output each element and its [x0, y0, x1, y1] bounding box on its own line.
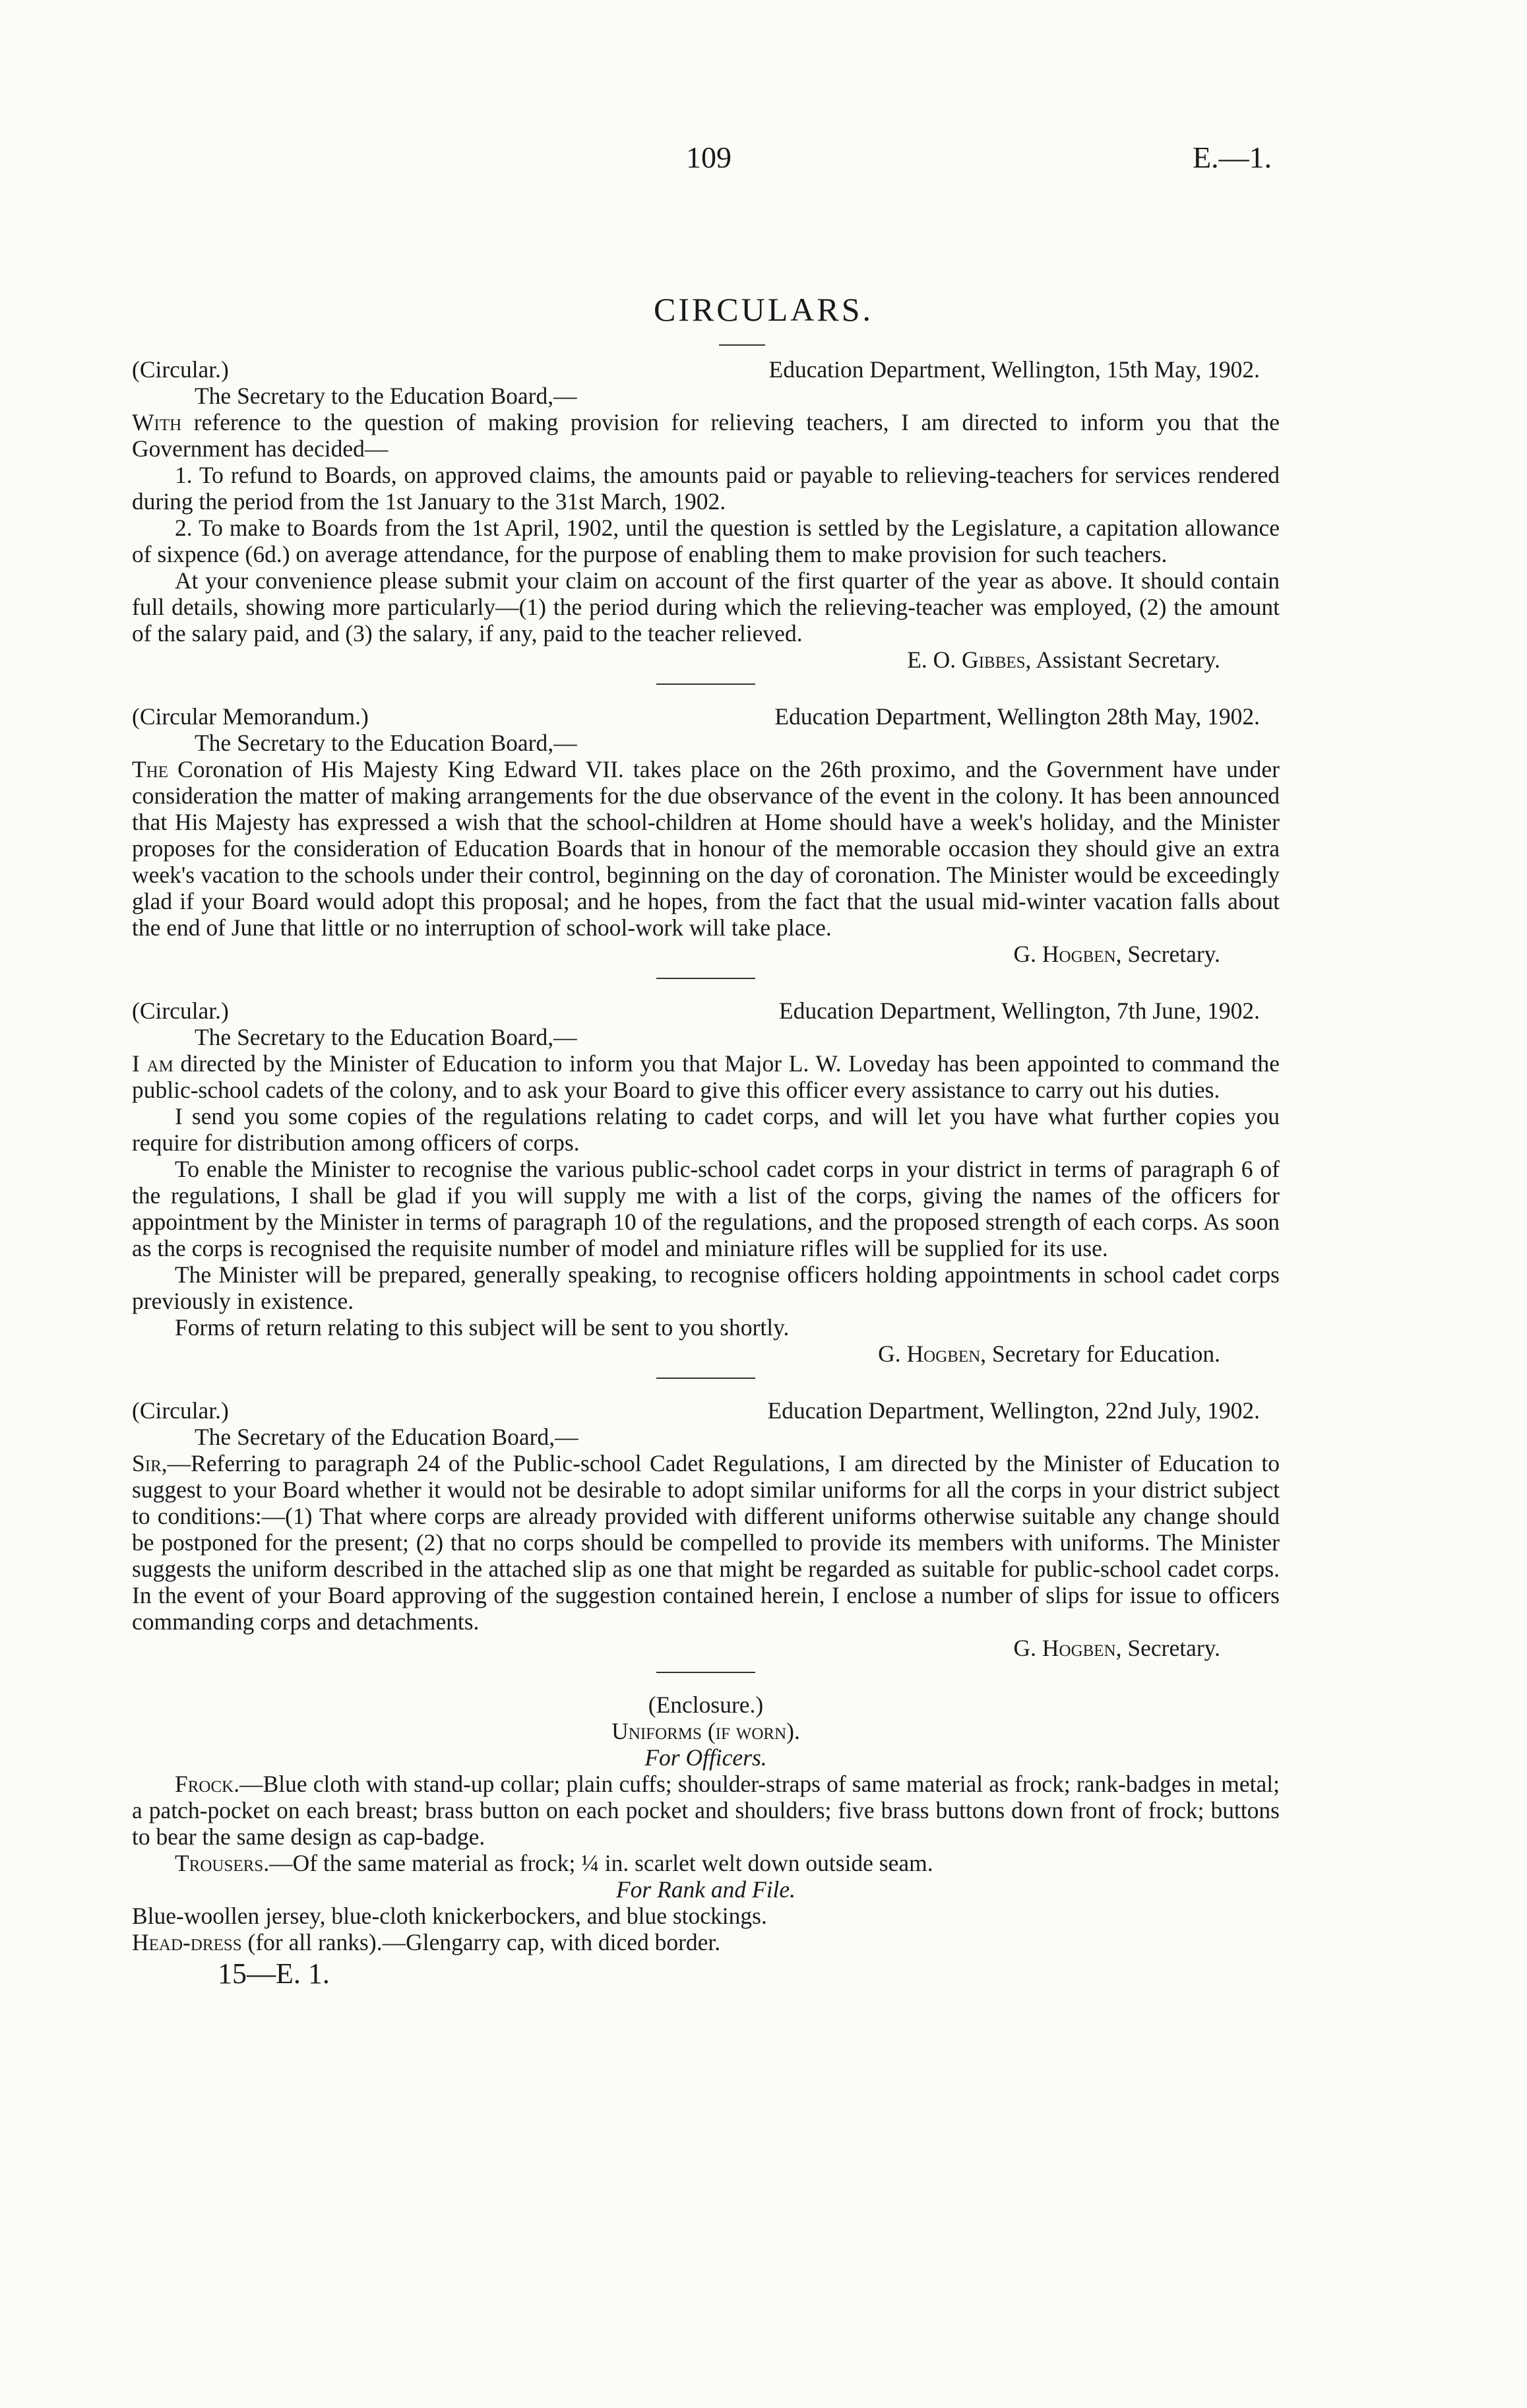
circular-3-addressee: The Secretary to the Education Board,—: [195, 1024, 577, 1050]
section-divider: [656, 1672, 755, 1673]
circular-2-para-1: The Coronation of His Majesty King Edward VII. takes place on the 26th proximo, and the Government have under consideration the matter of making arrangements for the due observance of the event in the colony. It has been announced that His Majesty has expressed a wish that the school-children at Home should have a week's holiday, and the Minister proposes for the consideration of Education Boards that in honour of the memorable occasion they should give an extra week's vacation to the schools under their control, beginning on the day of coronation. The Minister would be exceedingly glad if your Board would adopt this proposal; and he hopes, from the fact that the usual mid-winter vacation falls about the end of June that little or no interruption of school-work will take place.: [132, 756, 1280, 941]
rank-file-description: Blue-woollen jersey, blue-cloth knickerbockers, and blue stockings.: [132, 1903, 767, 1929]
circular-1-para-4: At your convenience please submit your claim on account of the first quarter of the year as above. It should contain full details, showing more particularly—(1) the period during which the relieving-teacher was employed, (2) the amount of the salary paid, and (3) the salary, if any, paid to the teacher relieved.: [132, 567, 1280, 647]
circular-4-dept: Education Department, Wellington, 22nd July, 1902.: [767, 1397, 1260, 1424]
circular-3-signature: G. Hogben, Secretary for Education.: [878, 1341, 1220, 1367]
circular-3-dept: Education Department, Wellington, 7th June, 1902.: [778, 998, 1260, 1024]
circular-1-para-1: With reference to the question of making provision for relieving teachers, I am directed to inform you that the Government has decided—: [132, 409, 1280, 462]
circular-3-para-2: I send you some copies of the regulations relating to cadet corps, and will let you have what further copies you require for distribution among officers of corps.: [132, 1103, 1280, 1156]
document-reference: E.—1.: [1193, 141, 1272, 174]
section-divider: [656, 978, 755, 979]
circular-4-header: [132, 1397, 1280, 1424]
page-number: 109: [686, 141, 732, 174]
circular-3-para-1: I am directed by the Minister of Education to inform you that Major L. W. Loveday has been appointed to command the public-school cadets of the colony, and to ask your Board to give this officer every assistance to carry out his duties.: [132, 1050, 1280, 1103]
circular-4-addressee: The Secretary of the Education Board,—: [195, 1424, 578, 1450]
circular-1: [132, 356, 1280, 673]
circular-2-signature: G. Hogben, Secretary.: [1013, 941, 1220, 967]
circular-1-para-3: 2. To make to Boards from the 1st April, 1902, until the question is settled by the Legislature, a capitation allowance of sixpence (6d.) on average attendance, for the purpose of enabling them to make provision for such teachers.: [132, 515, 1280, 567]
rank-file-heading: For Rank and File.: [615, 1876, 796, 1903]
circular-1-dept: Education Department, Wellington, 15th May, 1902.: [768, 356, 1260, 383]
frock-description: Frock.—Blue cloth with stand-up collar; plain cuffs; shoulder-straps of same material as frock; rank-badges in metal; a patch-pocket on each breast; brass button on each pocket and shoulders; five brass buttons down front of frock; buttons to bear the same design as cap-badge.: [132, 1771, 1280, 1850]
circular-1-header: [132, 356, 1280, 383]
section-divider: [656, 683, 755, 685]
circular-1-lead: With: [132, 409, 182, 435]
circular-3: [132, 998, 1280, 1367]
section-divider: [656, 1378, 755, 1379]
circular-3-header: [132, 998, 1280, 1024]
circular-4-lead: Sir,: [132, 1450, 168, 1476]
circular-2-type: (Circular Memorandum.): [132, 703, 369, 730]
circulars-body: [132, 356, 1280, 1990]
circular-2: [132, 703, 1280, 967]
page-title: CIRCULARS.: [653, 291, 874, 328]
circular-2-dept: Education Department, Wellington 28th May, 1902.: [774, 703, 1260, 730]
enclosure-heading: Uniforms (if worn).: [611, 1718, 800, 1744]
circular-1-para-2: 1. To refund to Boards, on approved claims, the amounts paid or payable to relieving-teachers for services rendered during the period from the 1st January to the 31st March, 1902.: [132, 462, 1280, 515]
trousers-description: Trousers.—Of the same material as frock; ¼ in. scarlet welt down outside seam.: [175, 1850, 933, 1876]
circular-3-lead: I am: [132, 1050, 173, 1077]
circular-4-type: (Circular.): [132, 1397, 229, 1424]
circular-2-lead: The: [132, 756, 169, 782]
enclosure: [132, 1692, 1280, 1990]
officers-heading: For Officers.: [644, 1744, 767, 1771]
circular-4-para-1: Sir,—Referring to paragraph 24 of the Public-school Cadet Regulations, I am directed by the Minister of Education to suggest to your Board whether it would not be desirable to adopt similar uniforms for all the corps in your district subject to conditions:—(1) That where corps are already provided with different uniforms otherwise suitable any change should be postponed for the present; (2) that no corps should be compelled to provide its members with uniforms. The Minister suggests the uniform described in the attached slip as one that might be regarded as suitable for public-school cadet corps. In the event of your Board approving of the suggestion contained herein, I enclose a number of slips for issue to officers commanding corps and detachments.: [132, 1450, 1280, 1635]
headdress-description: Head-dress (for all ranks).—Glengarry cap, with diced border.: [132, 1929, 721, 1955]
circular-2-addressee: The Secretary to the Education Board,—: [195, 730, 577, 756]
circular-1-addressee: The Secretary to the Education Board,—: [195, 383, 577, 409]
circular-1-signature: E. O. Gibbes, Assistant Secretary.: [907, 647, 1220, 673]
circular-2-header: [132, 703, 1280, 730]
enclosure-label: (Enclosure.): [648, 1692, 764, 1718]
circular-3-para-3: To enable the Minister to recognise the various public-school cadet corps in your district in terms of paragraph 6 of the regulations, I shall be glad if you will supply me with a list of the corps, giving the names of the officers for appointment by the Minister in terms of paragraph 10 of the regulations, and the proposed strength of each corps. As soon as the corps is recognised the requisite number of model and miniature rifles will be supplied for its use.: [132, 1156, 1280, 1261]
title-rule: [719, 344, 765, 346]
circular-4-signature: G. Hogben, Secretary.: [1013, 1635, 1220, 1661]
sheet-mark: 15—E. 1.: [218, 1957, 330, 1990]
circular-3-para-5: Forms of return relating to this subject will be sent to you shortly.: [175, 1314, 790, 1341]
circular-3-para-4: The Minister will be prepared, generally speaking, to recognise officers holding appointments in school cadet corps previously in existence.: [132, 1261, 1280, 1314]
circular-1-type: (Circular.): [132, 356, 229, 383]
circular-4: [132, 1397, 1280, 1661]
circular-3-type: (Circular.): [132, 998, 229, 1024]
